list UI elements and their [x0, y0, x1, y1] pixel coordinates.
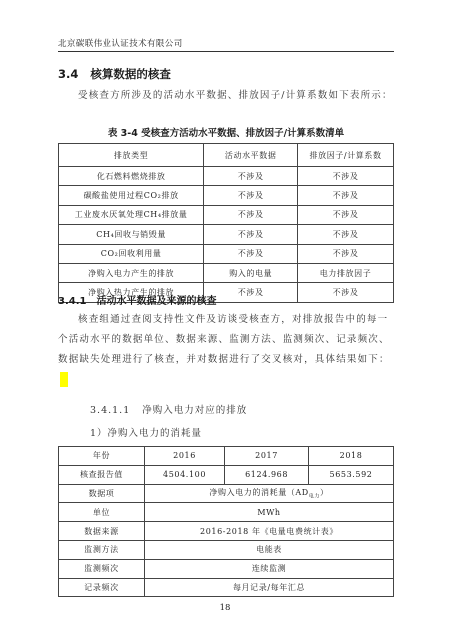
intro-paragraph [58, 86, 394, 106]
table-row [59, 578, 394, 597]
table-cell: 工业废水厌氧处理CH₄排放量 [59, 205, 204, 224]
table-cell: 净购入电力产生的排放 [59, 263, 204, 282]
page-number: 18 [219, 603, 231, 613]
section-title: 核算数据的核查 [90, 67, 171, 81]
table-cell: 不涉及 [298, 167, 394, 186]
table-row [59, 225, 394, 244]
table-cell: 5653.592 [309, 465, 394, 484]
section-number: 3.4 [58, 67, 79, 81]
intro-text: 受核查方所涉及的活动水平数据、排放因子/计算系数如下表所示： [78, 90, 393, 101]
table2-header-row [59, 447, 394, 466]
table-cell: 不涉及 [204, 205, 298, 224]
table-cell: 不涉及 [204, 244, 298, 263]
body-text: 核查组通过查阅支持性文件及访谈受核查方，对排放报告中的每一个活动水平的数据单位、数据来源、监测方法、监测频次、记录频次、数据缺失处理进行了核查，并对数据进行了交叉核对，具体结果如下： [58, 314, 390, 365]
table-cell: 记录频次 [59, 578, 145, 597]
table-cell [145, 484, 394, 503]
table-row [59, 503, 394, 522]
table-row [59, 540, 394, 559]
table-row [59, 167, 394, 186]
data-item-value: 净购入电力的消耗量（AD [209, 488, 309, 498]
table-cell: 购入的电量 [204, 263, 298, 282]
subsection-number: 3.4.1 [58, 296, 87, 307]
table-cell: 不涉及 [298, 244, 394, 263]
table-cell: 不涉及 [298, 205, 394, 224]
table-cell: 不涉及 [204, 283, 298, 302]
table-cell: 电能表 [145, 540, 394, 559]
table-row [59, 186, 394, 205]
table-cell: 4504.100 [145, 465, 225, 484]
table-row [59, 244, 394, 263]
section-heading [58, 66, 171, 82]
table-cell: 不涉及 [204, 167, 298, 186]
subsection-heading [58, 292, 216, 307]
table-cell: 净购入热力产生的排放 [59, 283, 204, 302]
table-cell: 每月记录/每年汇总 [145, 578, 394, 597]
table-cell: 监测方法 [59, 540, 145, 559]
table-cell: 监测频次 [59, 559, 145, 578]
sub-subsection-heading [90, 402, 247, 416]
table-cell: 不涉及 [298, 225, 394, 244]
data-item-subscript: 电力 [308, 493, 320, 500]
table1-header-row [59, 144, 394, 167]
table1-header-cell: 排放类型 [59, 144, 204, 167]
text-highlight-marker [60, 372, 68, 387]
table-cell: 不涉及 [204, 225, 298, 244]
table-cell: 单位 [59, 503, 145, 522]
table-cell: 碳酸盐使用过程CO₂排放 [59, 186, 204, 205]
table1-caption: 表 3-4 受核查方活动水平数据、排放因子/计算系数清单 [107, 128, 345, 139]
table2-header-cell: 年份 [59, 447, 145, 466]
header-divider [58, 51, 394, 52]
sub-subsection-title: 净购入电力对应的排放 [142, 405, 248, 416]
table-row [59, 522, 394, 541]
table-cell: MWh [145, 503, 394, 522]
table-cell: 化石燃料燃烧排放 [59, 167, 204, 186]
table-cell: CH₄回收与销毁量 [59, 225, 204, 244]
table-cell: 不涉及 [204, 186, 298, 205]
table-cell: CO₂回收利用量 [59, 244, 204, 263]
table-row [59, 559, 394, 578]
page-header: 北京碳联伟业认证技术有限公司 [58, 39, 183, 49]
table-row [59, 205, 394, 224]
table1 [58, 143, 394, 303]
table-cell: 2016-2018 年《电量电费统计表》 [145, 522, 394, 541]
table-cell: 电力排放因子 [298, 263, 394, 282]
table1-header-cell: 活动水平数据 [204, 144, 298, 167]
table2-header-cell: 2018 [309, 447, 394, 466]
subsection-title: 活动水平数据及来源的核查 [96, 296, 217, 307]
table-cell: 6124.968 [225, 465, 309, 484]
table2-header-cell: 2017 [225, 447, 309, 466]
table-row [59, 465, 394, 484]
table-row [59, 263, 394, 282]
item-heading: 1）净购入电力的消耗量 [90, 428, 203, 439]
table-cell: 不涉及 [298, 186, 394, 205]
table-cell: 核查报告值 [59, 465, 145, 484]
sub-subsection-number: 3.4.1.1 [90, 405, 131, 416]
table-cell: 数据项 [59, 484, 145, 503]
table-cell: 不涉及 [298, 283, 394, 302]
table-cell: 连续监测 [145, 559, 394, 578]
table2 [58, 446, 394, 597]
table1-header-cell: 排放因子/计算系数 [298, 144, 394, 167]
table-row [59, 484, 394, 503]
table2-header-cell: 2016 [145, 447, 225, 466]
table-cell: 数据来源 [59, 522, 145, 541]
data-item-suffix: ） [320, 488, 329, 498]
body-paragraph [58, 310, 394, 390]
